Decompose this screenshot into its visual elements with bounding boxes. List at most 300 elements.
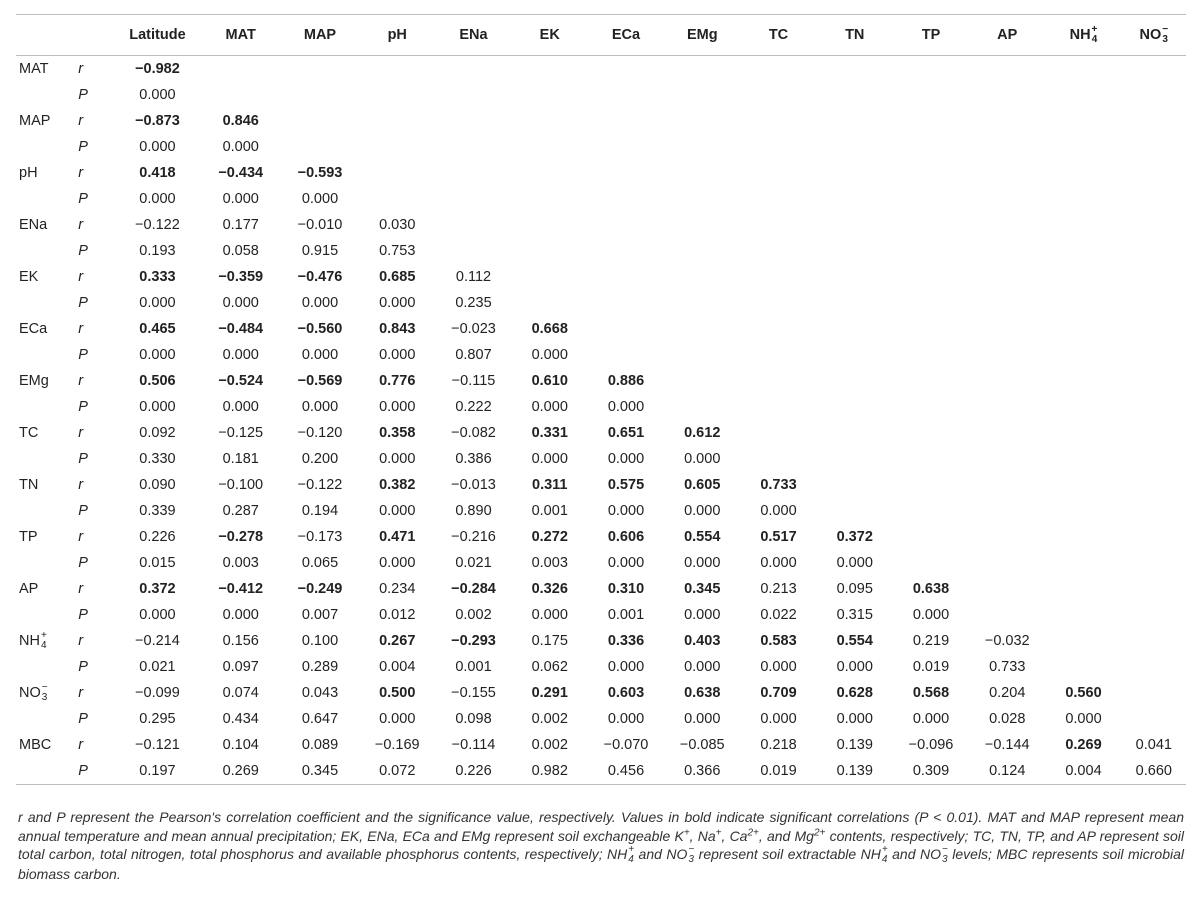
r-value-cell: −0.173 bbox=[297, 529, 343, 545]
r-value-cell: 0.272 bbox=[531, 529, 568, 545]
empty-cell bbox=[817, 394, 893, 420]
empty-cell bbox=[893, 394, 969, 420]
empty-cell bbox=[817, 420, 893, 446]
r-value-cell: 0.685 bbox=[379, 269, 416, 285]
empty-cell bbox=[1122, 238, 1186, 264]
empty-cell bbox=[1045, 550, 1121, 576]
empty-cell bbox=[1122, 420, 1186, 446]
empty-cell bbox=[817, 342, 893, 368]
p-value-cell: 0.022 bbox=[760, 607, 797, 623]
empty-cell bbox=[512, 212, 588, 238]
empty-cell bbox=[359, 134, 435, 160]
empty-cell bbox=[664, 82, 740, 108]
stat-label: P bbox=[78, 191, 88, 207]
p-value-cell: 0.309 bbox=[893, 758, 969, 785]
row-label: ECa bbox=[19, 321, 48, 337]
r-value-cell: 0.465 bbox=[139, 321, 176, 337]
r-value-cell: 0.331 bbox=[531, 425, 568, 441]
row-label: NO − 3 bbox=[19, 682, 48, 703]
empty-cell bbox=[740, 108, 816, 134]
stat-label: r bbox=[78, 529, 84, 545]
p-value-cell: 0.000 bbox=[222, 607, 259, 623]
p-value-cell: 0.000 bbox=[684, 555, 721, 571]
row-label bbox=[16, 82, 74, 108]
empty-cell bbox=[1045, 420, 1121, 446]
stat-label: P bbox=[78, 555, 88, 571]
p-value-cell: 0.647 bbox=[301, 711, 339, 727]
p-value-cell: 0.000 bbox=[684, 451, 721, 467]
p-value-cell: 0.000 bbox=[760, 555, 797, 571]
empty-cell bbox=[1122, 472, 1186, 498]
table-row bbox=[16, 576, 1186, 602]
r-value-cell: 0.100 bbox=[301, 633, 339, 649]
stat-label: P bbox=[78, 659, 88, 675]
empty-cell bbox=[1045, 602, 1121, 628]
r-value-cell: −0.434 bbox=[218, 165, 264, 181]
r-value-cell: −0.013 bbox=[451, 477, 496, 493]
p-value-cell: 0.194 bbox=[301, 503, 339, 519]
r-value-cell: 0.603 bbox=[607, 685, 645, 701]
r-value-cell: 0.560 bbox=[1065, 685, 1102, 701]
p-value-cell: 0.287 bbox=[222, 503, 259, 519]
p-value-cell: 0.000 bbox=[379, 555, 416, 571]
stat-label: r bbox=[78, 477, 84, 493]
empty-cell bbox=[817, 56, 893, 83]
r-value-cell: −0.293 bbox=[451, 633, 496, 649]
empty-cell bbox=[588, 290, 664, 316]
r-value-cell: −0.122 bbox=[297, 477, 343, 493]
empty-cell bbox=[281, 108, 359, 134]
column-header: AP bbox=[969, 15, 1045, 56]
r-value-cell: 0.291 bbox=[531, 685, 568, 701]
r-value-cell: −0.359 bbox=[218, 269, 264, 285]
empty-cell bbox=[1045, 576, 1121, 602]
p-value-cell: 0.072 bbox=[359, 758, 435, 785]
empty-cell bbox=[664, 264, 740, 290]
r-value-cell: −0.873 bbox=[135, 113, 180, 129]
r-value-cell: 0.733 bbox=[760, 477, 797, 493]
p-value-cell: 0.330 bbox=[139, 451, 176, 467]
table-row bbox=[16, 108, 1186, 134]
stat-label: r bbox=[78, 321, 84, 337]
empty-cell bbox=[1122, 394, 1186, 420]
empty-cell bbox=[1045, 654, 1121, 680]
empty-cell bbox=[893, 160, 969, 186]
empty-cell bbox=[969, 342, 1045, 368]
empty-cell bbox=[1122, 602, 1186, 628]
empty-cell bbox=[664, 160, 740, 186]
p-value-cell: 0.004 bbox=[379, 659, 416, 675]
row-label: pH bbox=[19, 165, 38, 181]
empty-cell bbox=[893, 368, 969, 394]
r-value-cell: −0.082 bbox=[451, 425, 496, 441]
r-value-cell: −0.284 bbox=[451, 581, 496, 597]
empty-cell bbox=[512, 160, 588, 186]
r-value-cell: 0.219 bbox=[912, 633, 950, 649]
empty-cell bbox=[817, 160, 893, 186]
empty-cell bbox=[1122, 316, 1186, 342]
r-value-cell: −0.010 bbox=[297, 217, 343, 233]
row-label bbox=[16, 238, 74, 264]
r-value-cell: −0.484 bbox=[218, 321, 264, 337]
empty-cell bbox=[817, 498, 893, 524]
table-row bbox=[16, 82, 1186, 108]
empty-cell bbox=[512, 82, 588, 108]
p-value-cell: 0.000 bbox=[531, 399, 568, 415]
p-value-cell: 0.315 bbox=[836, 607, 873, 623]
empty-cell bbox=[969, 368, 1045, 394]
p-value-cell: 0.000 bbox=[684, 659, 721, 675]
p-value-cell: 0.139 bbox=[817, 758, 893, 785]
empty-cell bbox=[1045, 628, 1121, 654]
empty-cell bbox=[1122, 134, 1186, 160]
empty-cell bbox=[817, 238, 893, 264]
stat-label: P bbox=[78, 451, 88, 467]
p-value-cell: 0.000 bbox=[379, 711, 416, 727]
column-header: EK bbox=[512, 15, 588, 56]
empty-cell bbox=[817, 134, 893, 160]
empty-cell bbox=[1122, 108, 1186, 134]
empty-cell bbox=[435, 134, 511, 160]
empty-cell bbox=[1122, 56, 1186, 83]
empty-cell bbox=[969, 394, 1045, 420]
column-header: MAT bbox=[201, 15, 281, 56]
empty-cell bbox=[512, 264, 588, 290]
empty-cell bbox=[740, 394, 816, 420]
p-value-cell: 0.890 bbox=[455, 503, 492, 519]
row-label bbox=[16, 290, 74, 316]
empty-cell bbox=[1045, 82, 1121, 108]
r-value-cell: 0.612 bbox=[684, 425, 721, 441]
p-value-cell: 0.753 bbox=[379, 243, 416, 259]
table-row bbox=[16, 368, 1186, 394]
empty-cell bbox=[588, 238, 664, 264]
stat-label: r bbox=[78, 425, 84, 441]
row-label bbox=[16, 654, 74, 680]
empty-cell bbox=[817, 82, 893, 108]
empty-cell bbox=[1122, 498, 1186, 524]
stat-label: P bbox=[78, 711, 88, 727]
r-value-cell: 0.311 bbox=[532, 477, 568, 493]
empty-cell bbox=[969, 550, 1045, 576]
empty-cell bbox=[1045, 498, 1121, 524]
r-value-cell: 0.471 bbox=[379, 529, 416, 545]
p-value-cell: 0.000 bbox=[222, 399, 259, 415]
p-value-cell: 0.019 bbox=[740, 758, 816, 785]
empty-cell bbox=[969, 602, 1045, 628]
empty-cell bbox=[1122, 628, 1186, 654]
r-value-cell: −0.070 bbox=[603, 737, 649, 753]
table-row bbox=[16, 212, 1186, 238]
row-label bbox=[16, 550, 74, 576]
r-value-cell: 0.218 bbox=[760, 737, 797, 753]
r-value-cell: 0.177 bbox=[222, 217, 259, 233]
p-value-cell: 0.098 bbox=[455, 711, 492, 727]
r-value-cell: −0.982 bbox=[135, 61, 180, 77]
r-value-cell: −0.121 bbox=[135, 737, 180, 753]
r-value-cell: 0.651 bbox=[607, 425, 645, 441]
column-header: ECa bbox=[588, 15, 664, 56]
r-value-cell: 0.213 bbox=[760, 581, 797, 597]
column-header: TN bbox=[817, 15, 893, 56]
table-row bbox=[16, 602, 1186, 628]
empty-cell bbox=[664, 108, 740, 134]
table-row bbox=[16, 186, 1186, 212]
p-value-cell: 0.000 bbox=[684, 711, 721, 727]
empty-cell bbox=[893, 134, 969, 160]
empty-cell bbox=[893, 82, 969, 108]
empty-cell bbox=[740, 238, 816, 264]
r-value-cell: 0.002 bbox=[531, 737, 568, 753]
empty-cell bbox=[588, 108, 664, 134]
p-value-cell: 0.345 bbox=[281, 758, 359, 785]
r-value-cell: 0.336 bbox=[607, 633, 645, 649]
empty-cell bbox=[1045, 472, 1121, 498]
row-label bbox=[16, 134, 74, 160]
empty-cell bbox=[1045, 368, 1121, 394]
empty-cell bbox=[1122, 264, 1186, 290]
empty-cell bbox=[817, 290, 893, 316]
empty-cell bbox=[817, 108, 893, 134]
stat-label: r bbox=[78, 61, 84, 77]
stat-label: P bbox=[78, 243, 88, 259]
empty-cell bbox=[893, 186, 969, 212]
p-value-cell: 0.000 bbox=[139, 607, 176, 623]
empty-cell bbox=[1045, 134, 1121, 160]
stat-label: P bbox=[74, 758, 114, 785]
r-value-cell: 0.269 bbox=[1065, 737, 1102, 753]
r-value-cell: 0.358 bbox=[379, 425, 416, 441]
r-value-cell: 0.506 bbox=[139, 373, 176, 389]
empty-cell bbox=[1045, 238, 1121, 264]
p-value-cell: 0.269 bbox=[201, 758, 281, 785]
empty-cell bbox=[435, 212, 511, 238]
p-value-cell: 0.181 bbox=[222, 451, 259, 467]
empty-cell bbox=[664, 394, 740, 420]
p-value-cell: 0.002 bbox=[455, 607, 492, 623]
empty-cell bbox=[664, 238, 740, 264]
r-value-cell: 0.092 bbox=[139, 425, 176, 441]
p-value-cell: 0.235 bbox=[455, 295, 492, 311]
stat-label: r bbox=[78, 165, 84, 181]
r-value-cell: 0.568 bbox=[912, 685, 950, 701]
row-label bbox=[16, 186, 74, 212]
empty-cell bbox=[740, 290, 816, 316]
correlation-table bbox=[16, 14, 1186, 785]
r-value-cell: −0.593 bbox=[297, 165, 343, 181]
empty-cell bbox=[740, 420, 816, 446]
p-value-cell: 0.000 bbox=[222, 295, 259, 311]
p-value-cell: 0.456 bbox=[588, 758, 664, 785]
empty-cell bbox=[1122, 524, 1186, 550]
empty-cell bbox=[435, 82, 511, 108]
table-row bbox=[16, 758, 1186, 785]
p-value-cell: 0.124 bbox=[969, 758, 1045, 785]
stat-label: r bbox=[78, 373, 84, 389]
r-value-cell: −0.100 bbox=[218, 477, 264, 493]
stat-label: r bbox=[78, 685, 84, 701]
empty-cell bbox=[969, 82, 1045, 108]
row-label: EK bbox=[19, 269, 39, 285]
empty-cell bbox=[359, 160, 435, 186]
r-value-cell: 0.345 bbox=[684, 581, 721, 597]
p-value-cell: 0.028 bbox=[989, 711, 1026, 727]
empty-cell bbox=[740, 212, 816, 238]
table-row bbox=[16, 524, 1186, 550]
table-row bbox=[16, 680, 1186, 706]
row-label: MAT bbox=[19, 61, 49, 77]
empty-cell bbox=[740, 186, 816, 212]
r-value-cell: 0.310 bbox=[607, 581, 645, 597]
empty-cell bbox=[969, 290, 1045, 316]
empty-cell bbox=[817, 316, 893, 342]
column-header: TP bbox=[893, 15, 969, 56]
empty-cell bbox=[1122, 446, 1186, 472]
p-value-cell: 0.000 bbox=[379, 347, 416, 363]
empty-cell bbox=[664, 316, 740, 342]
empty-cell bbox=[1045, 290, 1121, 316]
empty-cell bbox=[969, 524, 1045, 550]
r-value-cell: −0.096 bbox=[908, 737, 954, 753]
p-value-cell: 0.000 bbox=[1065, 711, 1102, 727]
r-value-cell: 0.156 bbox=[222, 633, 259, 649]
r-value-cell: 0.638 bbox=[684, 685, 721, 701]
r-value-cell: 0.175 bbox=[531, 633, 568, 649]
empty-cell bbox=[893, 238, 969, 264]
empty-cell bbox=[359, 108, 435, 134]
r-value-cell: 0.089 bbox=[301, 737, 339, 753]
r-value-cell: 0.418 bbox=[139, 165, 176, 181]
empty-cell bbox=[817, 264, 893, 290]
empty-cell bbox=[1122, 342, 1186, 368]
empty-cell bbox=[201, 82, 281, 108]
r-value-cell: 0.041 bbox=[1135, 737, 1172, 753]
table-row bbox=[16, 264, 1186, 290]
r-value-cell: 0.139 bbox=[836, 737, 873, 753]
r-value-cell: −0.412 bbox=[218, 581, 264, 597]
p-value-cell: 0.193 bbox=[139, 243, 176, 259]
p-value-cell: 0.000 bbox=[301, 191, 339, 207]
r-value-cell: −0.569 bbox=[297, 373, 343, 389]
empty-cell bbox=[740, 82, 816, 108]
empty-cell bbox=[817, 212, 893, 238]
stat-label: r bbox=[78, 269, 84, 285]
header-blank bbox=[16, 15, 74, 56]
empty-cell bbox=[1045, 212, 1121, 238]
p-value-cell: 0.000 bbox=[139, 347, 176, 363]
r-value-cell: 0.030 bbox=[379, 217, 416, 233]
p-value-cell: 0.000 bbox=[379, 399, 416, 415]
empty-cell bbox=[664, 368, 740, 394]
p-value-cell: 0.197 bbox=[114, 758, 200, 785]
p-value-cell: 0.807 bbox=[455, 347, 492, 363]
p-value-cell: 0.000 bbox=[301, 295, 339, 311]
r-value-cell: 0.267 bbox=[379, 633, 416, 649]
empty-cell bbox=[664, 56, 740, 83]
p-value-cell: 0.000 bbox=[760, 711, 797, 727]
r-value-cell: 0.074 bbox=[222, 685, 259, 701]
r-value-cell: 0.382 bbox=[379, 477, 416, 493]
p-value-cell: 0.660 bbox=[1122, 758, 1186, 785]
empty-cell bbox=[512, 186, 588, 212]
r-value-cell: −0.144 bbox=[984, 737, 1030, 753]
r-value-cell: 0.333 bbox=[139, 269, 176, 285]
empty-cell bbox=[893, 472, 969, 498]
r-value-cell: 0.226 bbox=[139, 529, 176, 545]
p-value-cell: 0.000 bbox=[379, 451, 416, 467]
empty-cell bbox=[893, 264, 969, 290]
p-value-cell: 0.000 bbox=[139, 87, 176, 103]
r-value-cell: −0.560 bbox=[297, 321, 343, 337]
column-header: ENa bbox=[435, 15, 511, 56]
p-value-cell: 0.000 bbox=[684, 607, 721, 623]
row-label: TN bbox=[19, 477, 39, 493]
empty-cell bbox=[281, 82, 359, 108]
table-row bbox=[16, 654, 1186, 680]
empty-cell bbox=[1045, 56, 1121, 83]
r-value-cell: 0.104 bbox=[222, 737, 259, 753]
p-value-cell: 0.058 bbox=[222, 243, 259, 259]
empty-cell bbox=[969, 420, 1045, 446]
empty-cell bbox=[588, 212, 664, 238]
empty-cell bbox=[893, 342, 969, 368]
row-label bbox=[16, 394, 74, 420]
stat-label: r bbox=[78, 581, 84, 597]
table-row bbox=[16, 342, 1186, 368]
table-row bbox=[16, 498, 1186, 524]
p-value-cell: 0.062 bbox=[531, 659, 568, 675]
p-value-cell: 0.012 bbox=[379, 607, 416, 623]
table-row bbox=[16, 56, 1186, 83]
empty-cell bbox=[512, 290, 588, 316]
table-row bbox=[16, 238, 1186, 264]
r-value-cell: −0.214 bbox=[135, 633, 180, 649]
empty-cell bbox=[435, 238, 511, 264]
r-value-cell: 0.776 bbox=[379, 373, 416, 389]
stat-label: r bbox=[78, 217, 84, 233]
empty-cell bbox=[359, 82, 435, 108]
r-value-cell: 0.500 bbox=[379, 685, 416, 701]
empty-cell bbox=[588, 316, 664, 342]
empty-cell bbox=[664, 212, 740, 238]
table-row bbox=[16, 316, 1186, 342]
empty-cell bbox=[893, 446, 969, 472]
empty-cell bbox=[969, 212, 1045, 238]
p-value-cell: 0.065 bbox=[301, 555, 339, 571]
empty-cell bbox=[969, 264, 1045, 290]
row-label: MAP bbox=[19, 113, 51, 129]
p-value-cell: 0.097 bbox=[222, 659, 259, 675]
r-value-cell: −0.524 bbox=[218, 373, 264, 389]
empty-cell bbox=[664, 186, 740, 212]
stat-label: P bbox=[78, 87, 88, 103]
r-value-cell: 0.709 bbox=[760, 685, 797, 701]
p-value-cell: 0.000 bbox=[531, 607, 568, 623]
empty-cell bbox=[969, 238, 1045, 264]
table-row bbox=[16, 420, 1186, 446]
empty-cell bbox=[435, 186, 511, 212]
r-value-cell: 0.372 bbox=[139, 581, 176, 597]
r-value-cell: −0.278 bbox=[218, 529, 264, 545]
r-value-cell: 0.843 bbox=[379, 321, 416, 337]
empty-cell bbox=[1122, 550, 1186, 576]
empty-cell bbox=[740, 342, 816, 368]
r-value-cell: −0.476 bbox=[297, 269, 343, 285]
row-label bbox=[16, 342, 74, 368]
empty-cell bbox=[893, 524, 969, 550]
p-value-cell: 0.000 bbox=[836, 711, 873, 727]
r-value-cell: 0.043 bbox=[301, 685, 339, 701]
